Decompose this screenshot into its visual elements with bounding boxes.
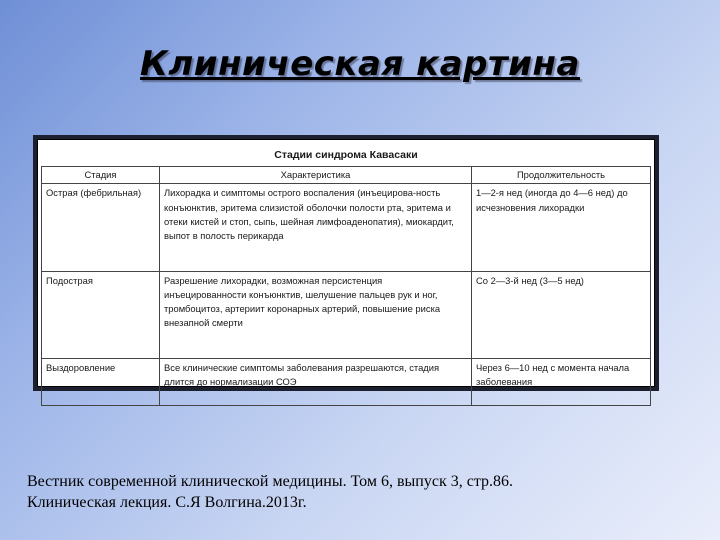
cell-duration: Со 2—3-й нед (3—5 нед) [472, 271, 651, 358]
cell-stage: Подострая [42, 271, 160, 358]
citation [27, 471, 707, 513]
cell-stage: Острая (фебрильная) [42, 184, 160, 271]
cell-characteristic: Все клинические симптомы заболевания разрешаются, стадия длится до нормализации СОЭ [160, 358, 472, 405]
table-row [42, 271, 651, 358]
citation-line-2: Клиническая лекция. С.Я Волгина.2013г. [27, 494, 307, 511]
cell-stage: Выздоровление [42, 358, 160, 405]
header-duration: Продолжительность [472, 167, 651, 184]
slide-title: Клиническая картина [140, 44, 580, 84]
header-stage: Стадия [42, 167, 160, 184]
citation-line-1: Вестник современной клинической медицины. Том 6, выпуск 3, стр.86. [27, 473, 514, 490]
cell-characteristic: Лихорадка и симптомы острого воспаления (инъецирова-ность конъюнктив, эритема слизистой оболочки полости рта, эритема и отеки кистей и стоп, сыпь, шейная лимфоаденопатия), миокардит, выпот в полость перикарда [160, 184, 472, 271]
table-caption: Стадии синдрома Кавасаки [274, 149, 418, 161]
table-row [42, 184, 651, 271]
table-frame [33, 135, 659, 391]
cell-duration: Через 6—10 нед с момента начала заболевания [472, 358, 651, 405]
table-panel [37, 139, 655, 387]
cell-characteristic: Разрешение лихорадки, возможная персистенция инъецированности конъюнктив, шелушение пальцев рук и ног, тромбоцитоз, артериит коронарных артерий, повышение риска внезапной смерти [160, 271, 472, 358]
kawasaki-stages-table [41, 143, 651, 406]
cell-duration: 1—2-я нед (иногда до 4—6 нед) до исчезновения лихорадки [472, 184, 651, 271]
header-characteristic: Характеристика [160, 167, 472, 184]
table-header-row [42, 167, 651, 184]
table-row [42, 358, 651, 405]
